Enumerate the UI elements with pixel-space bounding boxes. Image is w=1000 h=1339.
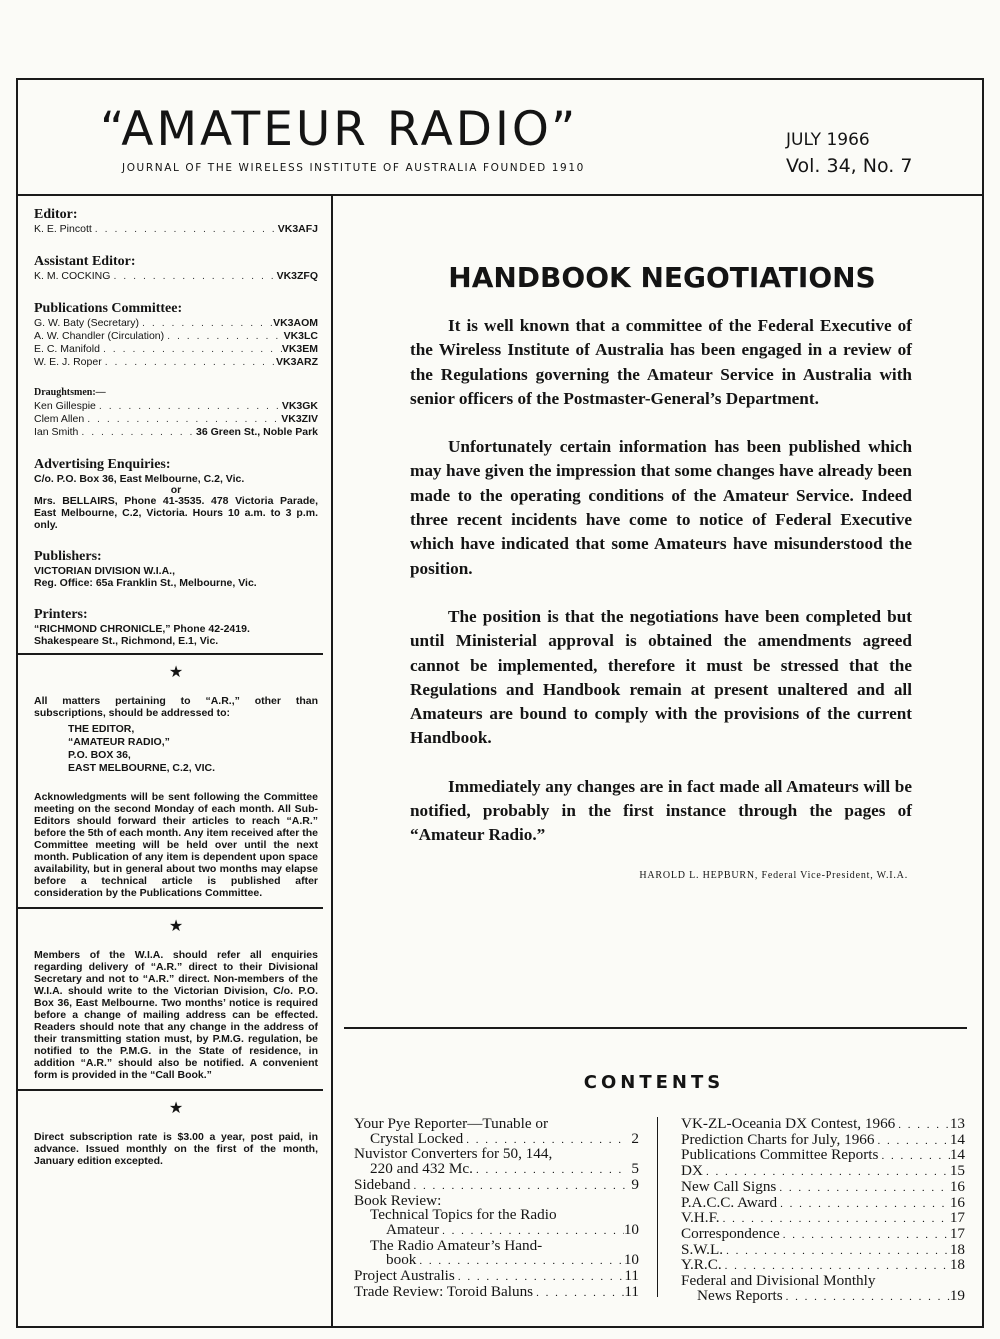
- staff-row: [34, 413, 318, 426]
- leader-dots: [776, 1181, 949, 1196]
- staff-name: G. W. Baty (Secretary): [34, 317, 140, 329]
- staff-row: [34, 343, 318, 356]
- toc-title: 220 and 432 Mc.: [370, 1160, 473, 1178]
- contents-title: CONTENTS: [583, 1072, 725, 1093]
- toc-entry[interactable]: [681, 1240, 965, 1259]
- address-line: THE EDITOR,: [68, 723, 135, 735]
- contents-right-column: [681, 1117, 965, 1304]
- editor-section: [34, 206, 318, 236]
- leader-dots: [110, 270, 276, 283]
- staff-row: [34, 270, 318, 283]
- toc-page: 10: [623, 1220, 639, 1238]
- sidebar-divider: [18, 907, 323, 909]
- toc-title: Crystal Locked: [370, 1129, 464, 1147]
- address-line: “AMATEUR RADIO,”: [68, 736, 170, 748]
- star-icon: ★: [168, 664, 184, 681]
- publishers-section: [34, 548, 318, 589]
- toc-title: News Reports: [697, 1286, 783, 1304]
- publishers-line-2: Reg. Office: 65a Franklin St., Melbourne, Vic.: [34, 577, 257, 589]
- contents-column-divider: [657, 1117, 658, 1297]
- staff-callsign: VK3EM: [281, 343, 318, 355]
- toc-title: Publications Committee Reports: [681, 1146, 879, 1164]
- toc-entry[interactable]: [354, 1282, 639, 1301]
- toc-title: S.W.L.: [681, 1240, 724, 1258]
- toc-page: 5: [631, 1160, 639, 1178]
- issue-volume: Vol. 34, No. 7: [786, 155, 913, 177]
- toc-title: P.A.C.C. Award: [681, 1193, 778, 1211]
- star-icon: ★: [168, 1100, 184, 1117]
- acknowledgments-notice: Acknowledgments will be sent following the Committee meeting on the second Monday of each month. All Sub-Editors should forward their articles to reach “A.R.” before the 5th of each month. Any item received after the Committee meeting will be held over until the next month. Publication of any item is dependent upon space availability, but in general about two months may elapse before a technical article is published after consideration by the Publications Committee.: [34, 791, 318, 899]
- toc-title: Project Australis: [354, 1267, 455, 1285]
- leader-dots: [777, 1197, 950, 1212]
- leader-dots: [783, 1290, 950, 1305]
- draughtsmen-section: [34, 386, 318, 439]
- advertising-section: [34, 456, 318, 531]
- staff-name: Ken Gillespie: [34, 400, 96, 412]
- toc-page: 15: [949, 1162, 965, 1180]
- staff-callsign: VK3AOM: [273, 317, 318, 329]
- staff-name: Clem Allen: [34, 413, 85, 425]
- contents-rule: [344, 1027, 967, 1029]
- subscription-notice: Direct subscription rate is $3.00 a year, post paid, in advance. Issued monthly on the first of the month, January edition excepted.: [34, 1131, 318, 1167]
- contents-left-column: [354, 1117, 639, 1300]
- masthead: [100, 104, 700, 174]
- article-paragraph: Unfortunately certain information has been published which may have given the impression that some changes have already been made to the operating conditions of the Amateur Service. Indeed three recent incidents have come to notice of Federal Executive which have indicated that some Amateurs have misunderstood the position.: [410, 437, 912, 578]
- toc-entry-text[interactable]: Technical Topics for the Radio: [370, 1206, 557, 1224]
- staff-name: E. C. Manifold: [34, 343, 100, 355]
- staff-callsign: VK3ZFQ: [276, 270, 318, 282]
- toc-entry[interactable]: [681, 1193, 965, 1212]
- editor-heading: Editor:: [34, 207, 78, 222]
- draughtsmen-heading: Draughtsmen:—: [34, 387, 106, 398]
- article-byline: HAROLD L. HEPBURN, Federal Vice-President, W.I.A.: [639, 869, 908, 881]
- sidebar-divider: [18, 653, 323, 655]
- article-title: HANDBOOK NEGOTIATIONS: [448, 261, 876, 294]
- toc-entry-text[interactable]: Your Pye Reporter—Tunable or: [354, 1115, 549, 1132]
- address-line: EAST MELBOURNE, C.2, VIC.: [68, 762, 216, 774]
- staff-row: [34, 317, 318, 330]
- leader-dots: [92, 223, 278, 236]
- toc-page: 17: [949, 1224, 965, 1242]
- leader-dots: [84, 413, 281, 426]
- leader-dots: [139, 317, 273, 330]
- leader-dots: [100, 343, 282, 356]
- toc-page: 16: [949, 1193, 965, 1211]
- toc-page: 14: [949, 1146, 965, 1164]
- staff-row: [34, 223, 318, 236]
- leader-dots: [411, 1179, 625, 1194]
- toc-page: 18: [949, 1256, 965, 1274]
- staff-callsign: VK3ZIV: [281, 413, 318, 425]
- toc-entry-text[interactable]: The Radio Amateur’s Hand-: [370, 1236, 543, 1254]
- matters-notice: All matters pertaining to “A.R.,” other than subscriptions, should be addressed to:: [34, 695, 318, 719]
- staff-name: K. M. COCKING: [34, 270, 111, 282]
- staff-callsign: VK3ARZ: [275, 356, 318, 368]
- staff-callsign: VK3GK: [281, 400, 318, 412]
- article-paragraph: Immediately any changes are in fact made all Amateurs will be notified, probably in the first instance through the pages of “Amateur Radio.”: [410, 776, 912, 845]
- toc-page: 11: [624, 1282, 639, 1300]
- masthead-rule: [16, 194, 984, 196]
- editorial-article: [410, 256, 912, 881]
- toc-title: Y.R.C.: [681, 1256, 722, 1274]
- staff-row: [34, 400, 318, 413]
- toc-title: Prediction Charts for July, 1966: [681, 1130, 875, 1148]
- advertising-heading: Advertising Enquiries:: [34, 457, 171, 472]
- advertising-line-2: Mrs. BELLAIRS, Phone 41-3535. 478 Victoria Parade, East Melbourne, C.2, Victoria. Hours 10 a.m. to 3 p.m. only.: [34, 495, 318, 531]
- printers-line-2: Shakespeare St., Richmond, E.1, Vic.: [34, 635, 219, 647]
- staff-row: [34, 426, 318, 439]
- toc-title: V.H.F.: [681, 1209, 720, 1227]
- staff-name: K. E. Pincott: [34, 223, 92, 235]
- printers-heading: Printers:: [34, 607, 88, 622]
- publishers-heading: Publishers:: [34, 549, 102, 564]
- toc-title: DX: [681, 1162, 703, 1180]
- toc-page: 19: [949, 1286, 965, 1304]
- leader-dots: [102, 356, 276, 369]
- staff-callsign: VK3AFJ: [277, 223, 318, 235]
- toc-title: Amateur: [386, 1220, 440, 1238]
- toc-title: Correspondence: [681, 1224, 780, 1242]
- toc-entry[interactable]: [681, 1224, 965, 1243]
- toc-entry[interactable]: [681, 1286, 965, 1305]
- advertising-or: or: [170, 484, 182, 496]
- toc-title: book: [386, 1251, 417, 1269]
- sidebar-divider: [18, 1089, 323, 1091]
- toc-page: 10: [623, 1251, 639, 1269]
- toc-entry-text[interactable]: Federal and Divisional Monthly: [681, 1272, 876, 1290]
- toc-page: 13: [949, 1115, 965, 1132]
- toc-title: Trade Review: Toroid Baluns: [354, 1282, 534, 1300]
- toc-page: 16: [949, 1177, 965, 1195]
- leader-dots: [878, 1149, 949, 1164]
- printers-line-1: “RICHMOND CHRONICLE,” Phone 42-2419.: [34, 623, 250, 635]
- column-divider: [331, 194, 333, 1328]
- publications-committee-section: [34, 300, 318, 369]
- members-notice: Members of the W.I.A. should refer all enquiries regarding delivery of “A.R.” direct to their Divisional Secretary and not to “A.R.” direct. Non-members of the W.I.A. should write to the Victorian Division, C/o. P.O. Box 36, East Melbourne. Two months’ notice is required before a change of mailing address can be effected. Readers should note that any change in the address of their transmitting station must, by P.M.G. regulation, be notified to the P.M.G. in the State of residence, in addition “A.R.” should also be notified. A convenient form is provided in the “Call Book.”: [34, 949, 318, 1081]
- article-paragraph: It is well known that a committee of the Federal Executive of the Wireless Institute of Australia has been engaged in a review of the Regulations governing the Amateur Service in Australia with senior officers of the Postmaster-General’s Department.: [410, 316, 912, 408]
- toc-page: 9: [631, 1175, 639, 1193]
- staff-callsign: VK3LC: [283, 330, 318, 342]
- article-paragraph: The position is that the negotiations have been completed but until Ministerial approval is obtained the amendments agreed cannot be implemented, therefore it must be stressed that the Regulations and Handbook remain at present unaltered and all Amateurs are bound to comply with the provisions of the current Handbook.: [410, 606, 912, 748]
- staff-row: [34, 330, 318, 343]
- leader-dots: [78, 426, 196, 439]
- editor-address: [68, 723, 318, 775]
- staff-name: A. W. Chandler (Circulation): [34, 330, 165, 342]
- toc-entry[interactable]: [681, 1148, 965, 1164]
- toc-page: 11: [624, 1267, 639, 1285]
- leader-dots: [780, 1228, 950, 1243]
- staff-name: Ian Smith: [34, 426, 79, 438]
- staff-address: 36 Green St., Noble Park: [196, 426, 318, 438]
- advertising-line-1: C/o. P.O. Box 36, East Melbourne, C.2, Vic.: [34, 473, 245, 485]
- toc-entry-text[interactable]: Nuvistor Converters for 50, 144,: [354, 1145, 553, 1163]
- leader-dots: [723, 1244, 950, 1259]
- toc-title: VK-ZL-Oceania DX Contest, 1966: [681, 1115, 896, 1132]
- leader-dots: [96, 400, 282, 413]
- assistant-editor-heading: Assistant Editor:: [34, 254, 136, 269]
- publishers-line-1: VICTORIAN DIVISION W.I.A.,: [34, 565, 175, 577]
- journal-subtitle: JOURNAL OF THE WIRELESS INSTITUTE OF AUSTRALIA FOUNDED 1910: [122, 162, 585, 174]
- leader-dots: [533, 1286, 624, 1301]
- address-line: P.O. BOX 36,: [68, 749, 131, 761]
- assistant-editor-section: [34, 253, 318, 283]
- star-icon: ★: [168, 918, 184, 935]
- toc-title: Sideband: [354, 1175, 411, 1193]
- staff-name: W. E. J. Roper: [34, 356, 102, 368]
- leader-dots: [164, 330, 283, 343]
- issue-info: [786, 127, 936, 179]
- journal-title: “AMATEUR RADIO”: [100, 102, 579, 157]
- toc-page: 14: [949, 1130, 965, 1148]
- staff-row: [34, 356, 318, 369]
- toc-page: 17: [949, 1209, 965, 1227]
- toc-title: New Call Signs: [681, 1177, 777, 1195]
- toc-page: 18: [949, 1240, 965, 1258]
- toc-page: 2: [631, 1129, 639, 1147]
- publications-committee-heading: Publications Committee:: [34, 301, 183, 316]
- leader-dots: [874, 1134, 949, 1149]
- printers-section: [34, 606, 318, 647]
- leader-dots: [895, 1118, 950, 1133]
- leader-dots: [473, 1163, 625, 1178]
- issue-date: JULY 1966: [786, 130, 870, 150]
- sidebar: [34, 206, 318, 1167]
- toc-section-label: Book Review:: [354, 1191, 442, 1209]
